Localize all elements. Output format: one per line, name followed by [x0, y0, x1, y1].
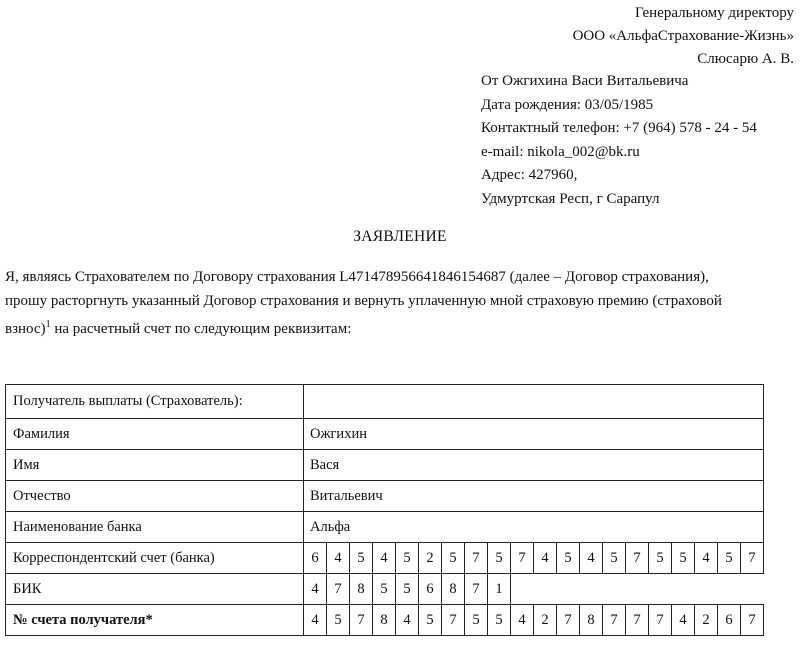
- corr-account-digit: 5: [649, 543, 672, 574]
- table-row-bank: [6, 512, 764, 543]
- bank-value: Альфа: [304, 512, 764, 543]
- payee-label: Получатель выплаты (Страхователь):: [6, 385, 304, 419]
- table-row-payee: [6, 385, 764, 419]
- table-row-surname: [6, 419, 764, 450]
- bik-digit: 8: [350, 574, 373, 605]
- corr-account-digit: 4: [373, 543, 396, 574]
- bik-digit: 7: [327, 574, 350, 605]
- corr-account-digit: 7: [741, 543, 764, 574]
- corr-account-digit: 5: [488, 543, 511, 574]
- bik-empty: [511, 574, 534, 605]
- corr-account-digit: 7: [465, 543, 488, 574]
- corr-account-label: Корреспондентский счет (банка): [6, 543, 304, 574]
- corr-account-digit: 6: [304, 543, 327, 574]
- bik-empty: [672, 574, 695, 605]
- bik-digit: 8: [442, 574, 465, 605]
- sender-phone: Контактный телефон: +7 (964) 578 - 24 - 54: [481, 120, 757, 136]
- corr-account-digit: 5: [603, 543, 626, 574]
- bik-digit: 5: [373, 574, 396, 605]
- corr-account-digit: 2: [419, 543, 442, 574]
- statement-line-3a: взнос): [5, 321, 46, 337]
- patronymic-value: Витальевич: [304, 481, 764, 512]
- account-digit: 4: [396, 605, 419, 636]
- sender-name: От Ожгихина Васи Витальевича: [481, 73, 689, 89]
- bik-empty: [626, 574, 649, 605]
- bik-empty: [603, 574, 626, 605]
- account-digit: 5: [327, 605, 350, 636]
- account-digit: 2: [534, 605, 557, 636]
- bik-digit: 5: [396, 574, 419, 605]
- account-digit: 5: [465, 605, 488, 636]
- bik-digit: 4: [304, 574, 327, 605]
- corr-account-digit: 4: [327, 543, 350, 574]
- corr-account-digit: 7: [511, 543, 534, 574]
- table-row-corr-account: [6, 543, 764, 574]
- account-digit: 8: [580, 605, 603, 636]
- corr-account-digit: 5: [350, 543, 373, 574]
- corr-account-digit: 7: [626, 543, 649, 574]
- name-value: Вася: [304, 450, 764, 481]
- account-digit: 7: [626, 605, 649, 636]
- bik-empty: [649, 574, 672, 605]
- account-digit: 7: [442, 605, 465, 636]
- corr-account-digit: 4: [580, 543, 603, 574]
- bik-label: БИК: [6, 574, 304, 605]
- bank-label: Наименование банка: [6, 512, 304, 543]
- statement-line-3b: на расчетный счет по следующим реквизитам:: [50, 321, 352, 337]
- corr-account-digit: 5: [396, 543, 419, 574]
- corr-account-digit: 4: [534, 543, 557, 574]
- recipient-block: [573, 2, 794, 71]
- table-row-name: [6, 450, 764, 481]
- corr-account-digit: 4: [695, 543, 718, 574]
- table-row-bik: [6, 574, 764, 605]
- account-digit: 6: [718, 605, 741, 636]
- account-digit: 4: [304, 605, 327, 636]
- account-digit: 5: [488, 605, 511, 636]
- account-digit: 2: [695, 605, 718, 636]
- sender-address-line1: Адрес: 427960,: [481, 167, 578, 183]
- bik-empty: [557, 574, 580, 605]
- recipient-name: Слюсарю А. В.: [697, 51, 794, 67]
- footnote-mark: 1: [45, 319, 51, 330]
- account-digit: 4: [511, 605, 534, 636]
- bik-empty: [741, 574, 764, 605]
- account-label: № счета получателя*: [6, 605, 304, 636]
- sender-block: [481, 70, 757, 211]
- table-row-account: [6, 605, 764, 636]
- corr-account-digit: 5: [557, 543, 580, 574]
- sender-address-line2: Удмуртская Респ, г Сарапул: [481, 190, 660, 207]
- surname-label: Фамилия: [6, 419, 304, 450]
- payee-value: [304, 385, 764, 419]
- account-digit: 4: [672, 605, 695, 636]
- bik-digit: 6: [419, 574, 442, 605]
- corr-account-digit: 5: [672, 543, 695, 574]
- patronymic-label: Отчество: [6, 481, 304, 512]
- statement-line-3: [5, 313, 795, 342]
- account-digit: 7: [741, 605, 764, 636]
- recipient-position: Генеральному директору: [634, 5, 794, 21]
- bik-digit: 7: [465, 574, 488, 605]
- account-digit: 7: [557, 605, 580, 636]
- table-row-patronymic: [6, 481, 764, 512]
- account-digit: 7: [649, 605, 672, 636]
- document-title: ЗАЯВЛЕНИЕ: [353, 228, 447, 245]
- recipient-company: ООО «АльфаСтрахование-Жизнь»: [572, 28, 794, 44]
- bik-empty: [580, 574, 603, 605]
- bik-empty: [534, 574, 557, 605]
- name-label: Имя: [6, 450, 304, 481]
- bik-digit: 1: [488, 574, 511, 605]
- surname-value: Ожгихин: [304, 419, 764, 450]
- statement-text: [5, 266, 795, 342]
- account-digit: 8: [373, 605, 396, 636]
- account-digit: 7: [350, 605, 373, 636]
- corr-account-digit: 5: [718, 543, 741, 574]
- statement-line-1: Я, являясь Страхователем по Договору страхования L471478956641846154687 (далее – Договор страхования),: [5, 269, 709, 285]
- bik-empty: [718, 574, 741, 605]
- statement-line-2: прошу расторгнуть указанный Договор страхования и вернуть уплаченную мной страховую премию (страховой: [5, 292, 722, 309]
- sender-email: e-mail: nikola_002@bk.ru: [481, 143, 640, 160]
- bik-empty: [695, 574, 718, 605]
- account-digit: 7: [603, 605, 626, 636]
- corr-account-digit: 5: [442, 543, 465, 574]
- sender-dob: Дата рождения: 03/05/1985: [481, 96, 654, 113]
- account-digit: 5: [419, 605, 442, 636]
- payment-details-table: [5, 384, 764, 636]
